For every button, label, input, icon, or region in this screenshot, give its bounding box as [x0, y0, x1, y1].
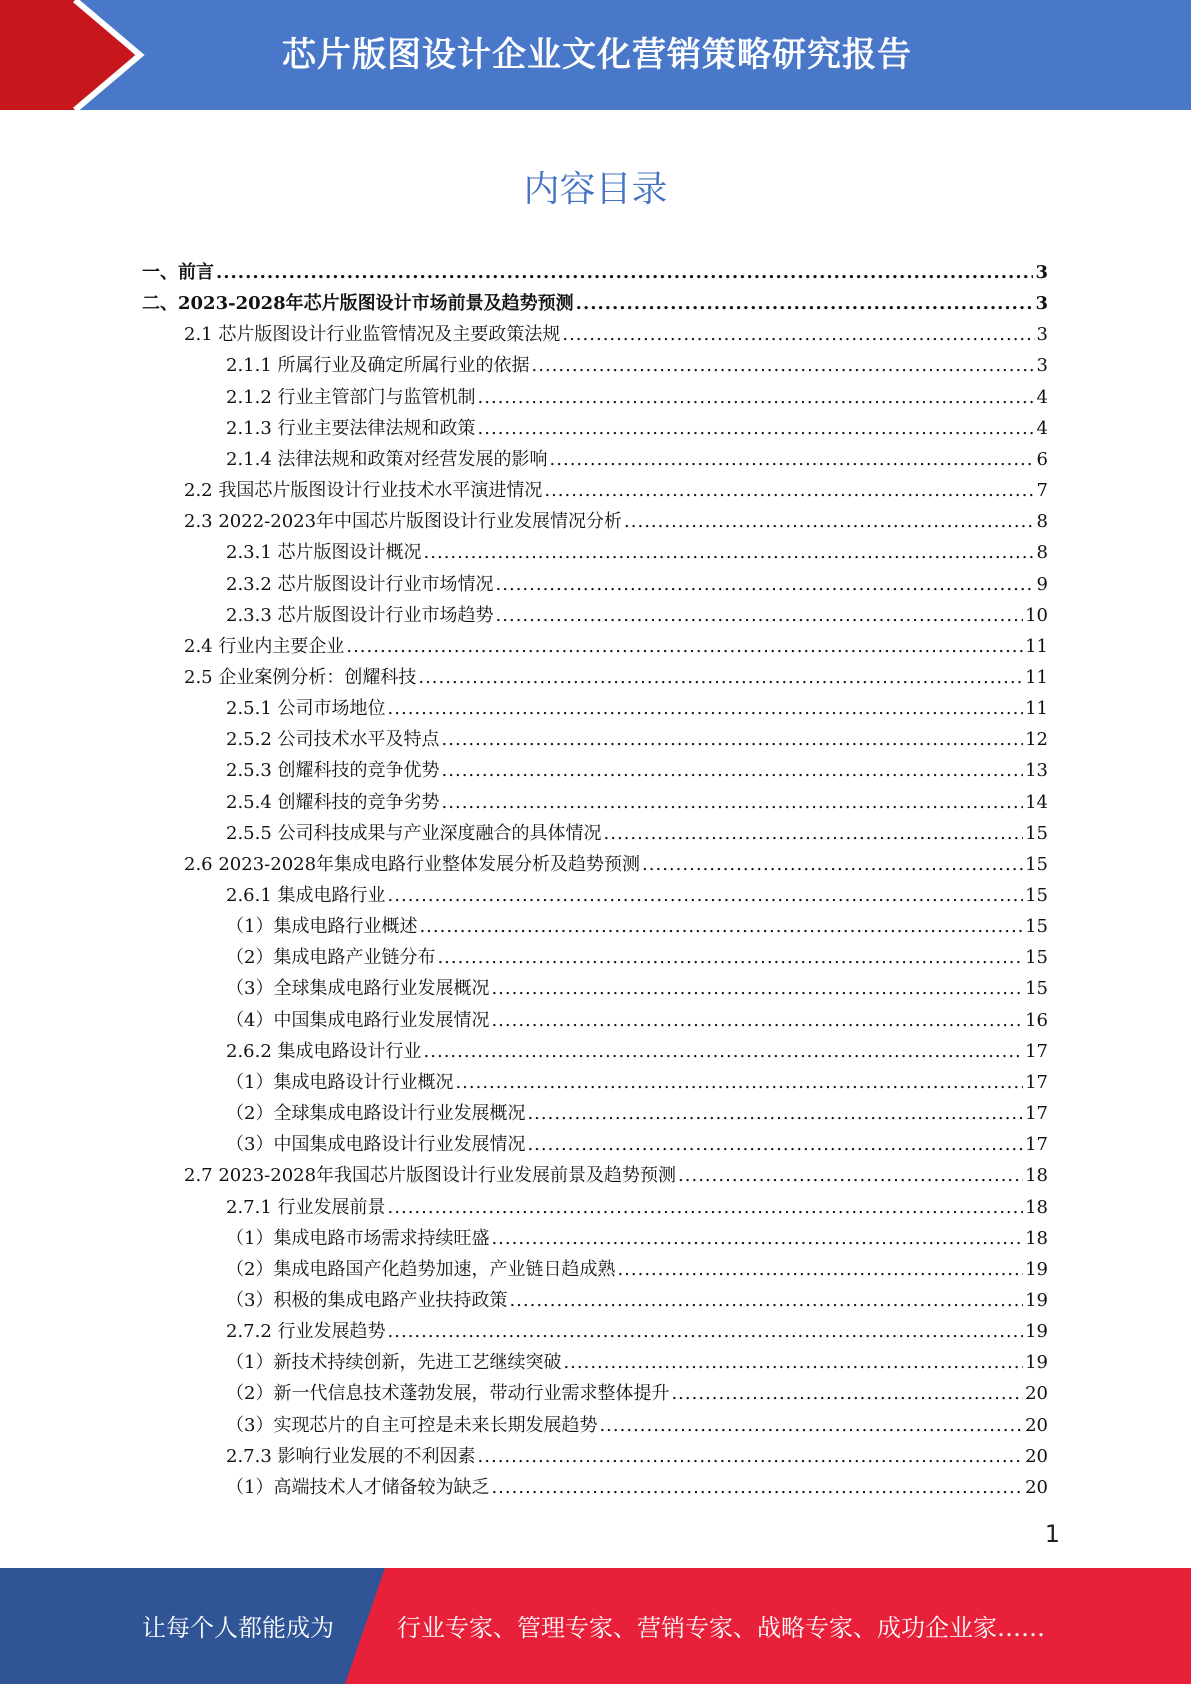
toc-leader-dots [491, 978, 1023, 1000]
toc-entry-text: 2.5.5 公司科技成果与产业深度融合的具体情况 [226, 822, 602, 844]
toc-entry-page: 19 [1025, 1289, 1048, 1311]
toc-leader-dots [424, 542, 1035, 564]
toc-entry-page: 3 [1036, 355, 1048, 377]
toc-leader-dots [527, 1103, 1023, 1125]
toc-entry[interactable] [226, 1312, 1048, 1343]
toc-entry[interactable] [226, 1374, 1048, 1405]
toc-entry-page: 11 [1025, 698, 1048, 720]
toc-leader-dots [562, 324, 1034, 346]
toc-leader-dots [442, 760, 1024, 782]
toc-entry[interactable] [226, 440, 1048, 471]
toc-entry-page: 15 [1025, 916, 1048, 938]
toc-leader-dots [455, 1072, 1023, 1094]
toc-leader-dots [388, 1321, 1024, 1343]
toc-entry[interactable] [226, 720, 1048, 751]
toc-entry-text: 一、前言 [142, 262, 214, 283]
toc-entry[interactable] [226, 1406, 1048, 1437]
toc-entry[interactable] [226, 969, 1048, 1000]
toc-entry[interactable] [184, 315, 1048, 346]
toc-entry-page: 15 [1025, 978, 1048, 1000]
toc-entry-page: 20 [1025, 1383, 1048, 1405]
toc-entry[interactable] [226, 1188, 1048, 1219]
toc-entry-text: 2.3.2 芯片版图设计行业市场情况 [226, 573, 494, 595]
toc-entry-page: 15 [1025, 947, 1048, 969]
toc-entry-text: 2.1.3 行业主要法律法规和政策 [226, 417, 476, 439]
toc-entry[interactable] [226, 907, 1048, 938]
footer-banner [0, 1568, 1191, 1684]
toc-leader-dots [388, 1197, 1024, 1219]
toc-entry[interactable] [184, 627, 1048, 658]
toc-entry-page: 15 [1025, 853, 1048, 875]
toc-entry-text: 二、2023-2028年芯片版图设计市场前景及趋势预测 [142, 293, 574, 315]
toc-entry-text: 2.1.2 行业主管部门与监管机制 [226, 386, 476, 408]
toc-entry-text: 2.3.1 芯片版图设计概况 [226, 542, 422, 564]
toc-entry-text: 2.7 2023-2028年我国芯片版图设计行业发展前景及趋势预测 [184, 1165, 677, 1187]
toc-entry[interactable] [226, 689, 1048, 720]
toc-entry-text: 2.6.2 集成电路设计行业 [226, 1040, 422, 1062]
red-chevron-logo [0, 0, 160, 110]
toc-entry-page: 20 [1025, 1445, 1048, 1467]
toc-entry[interactable] [226, 1250, 1048, 1281]
toc-entry[interactable] [226, 1125, 1048, 1156]
toc-leader-dots [550, 449, 1035, 471]
toc-leader-dots [491, 1010, 1023, 1032]
toc-entry-text: 2.1.1 所属行业及确定所属行业的依据 [226, 355, 530, 377]
toc-entry-page: 19 [1025, 1258, 1048, 1280]
toc-leader-dots [346, 636, 1023, 658]
toc-entry-text: 2.7.2 行业发展趋势 [226, 1321, 386, 1343]
toc-entry[interactable] [226, 1281, 1048, 1312]
toc-entry[interactable] [226, 409, 1048, 440]
toc-entry-page: 6 [1036, 448, 1048, 470]
toc-title: 内容目录 [523, 169, 668, 210]
report-title: 芯片版图设计企业文化营销策略研究报告 [282, 35, 912, 75]
toc-entry-text: （1）高端技术人才储备较为缺乏 [226, 1476, 490, 1498]
toc-entry[interactable] [184, 845, 1048, 876]
toc-entry[interactable] [184, 1156, 1048, 1187]
toc-entry-text: （3）实现芯片的自主可控是未来长期发展趋势 [226, 1414, 598, 1436]
page-number: 1 [1044, 1520, 1060, 1548]
toc-entry[interactable] [226, 1032, 1048, 1063]
toc-entry-page: 17 [1025, 1103, 1048, 1125]
toc-leader-dots [478, 418, 1035, 440]
toc-entry[interactable] [226, 938, 1048, 969]
toc-leader-dots [478, 1446, 1024, 1468]
toc-entry-page: 20 [1025, 1414, 1048, 1436]
toc-entry-text: （3）中国集成电路设计行业发展情况 [226, 1134, 526, 1156]
toc-entry-text: （1）新技术持续创新，先进工艺继续突破 [226, 1352, 562, 1374]
toc-entry-page: 3 [1035, 262, 1048, 283]
toc-entry-text: （1）集成电路市场需求持续旺盛 [226, 1227, 490, 1249]
toc-entry-text: （2）集成电路国产化趋势加速，产业链日趋成熟 [226, 1258, 616, 1280]
toc-entry-page: 14 [1025, 791, 1048, 813]
toc-entry-text: 2.1 芯片版图设计行业监管情况及主要政策法规 [184, 324, 561, 346]
toc-leader-dots [532, 355, 1035, 377]
toc-entry[interactable] [226, 1343, 1048, 1374]
toc-entry-text: 2.5 企业案例分析：创耀科技 [184, 666, 417, 688]
toc-entry-page: 7 [1036, 480, 1048, 502]
toc-entry-page: 4 [1036, 417, 1048, 439]
toc-entry-page: 16 [1025, 1009, 1048, 1031]
toc-entry-text: （1）集成电路设计行业概况 [226, 1071, 454, 1093]
toc-leader-dots [509, 1290, 1023, 1312]
toc-entry-page: 15 [1025, 885, 1048, 906]
toc-entry-page: 17 [1025, 1071, 1048, 1093]
toc-entry-text: 2.5.3 创耀科技的竞争优势 [226, 760, 440, 782]
toc-entry-page: 20 [1025, 1476, 1048, 1498]
toc-entry[interactable] [142, 253, 1048, 284]
toc-leader-dots [599, 1415, 1023, 1437]
toc-leader-dots [527, 1134, 1023, 1156]
toc-entry-page: 3 [1035, 293, 1048, 315]
toc-leader-dots [388, 698, 1024, 720]
toc-entry-text: 2.6 2023-2028年集成电路行业整体发展分析及趋势预测 [184, 853, 641, 875]
toc-entry[interactable] [226, 1219, 1048, 1250]
toc-entry-text: 2.7.1 行业发展前景 [226, 1196, 386, 1218]
toc-entry[interactable] [226, 1437, 1048, 1468]
toc-entry[interactable] [226, 876, 1048, 907]
toc-leader-dots [442, 792, 1024, 814]
toc-leader-dots [419, 916, 1023, 938]
toc-leader-dots [216, 262, 1033, 284]
toc-entry-text: （2）新一代信息技术蓬勃发展，带动行业需求整体提升 [226, 1383, 670, 1405]
toc-entry-text: 2.2 我国芯片版图设计行业技术水平演进情况 [184, 480, 543, 502]
toc-entry-page: 17 [1025, 1134, 1048, 1156]
toc-entry-page: 4 [1036, 386, 1048, 408]
toc-entry-text: （3）积极的集成电路产业扶持政策 [226, 1289, 508, 1311]
toc-entry-text: 2.5.4 创耀科技的竞争劣势 [226, 791, 440, 813]
toc-entry-page: 17 [1025, 1040, 1048, 1062]
toc-leader-dots [437, 947, 1023, 969]
toc-leader-dots [388, 885, 1024, 907]
toc-entry[interactable] [142, 284, 1048, 315]
toc-leader-dots [563, 1352, 1023, 1374]
toc-entry-text: 2.4 行业内主要企业 [184, 635, 345, 657]
toc-entry-page: 15 [1025, 822, 1048, 844]
toc-entry-text: （2）集成电路产业链分布 [226, 947, 436, 969]
header-banner [0, 0, 1191, 110]
toc-entry-text: （2）全球集成电路设计行业发展概况 [226, 1103, 526, 1125]
toc-entry[interactable] [184, 502, 1048, 533]
toc-leader-dots [496, 574, 1035, 596]
toc-entry-page: 18 [1025, 1196, 1048, 1218]
toc-leader-dots [442, 729, 1024, 751]
toc-entry[interactable] [226, 596, 1048, 627]
toc-entry[interactable] [226, 533, 1048, 564]
toc-entry-page: 8 [1036, 542, 1048, 564]
toc-entry-text: （1）集成电路行业概述 [226, 916, 418, 938]
footer-slogan-left: 让每个人都能成为 [142, 1614, 334, 1642]
toc-leader-dots [642, 854, 1023, 876]
toc-leader-dots [496, 605, 1024, 627]
toc-leader-dots [418, 667, 1023, 689]
footer-slogan-right: 行业专家、管理专家、营销专家、战略专家、成功企业家…… [397, 1614, 1045, 1642]
toc-entry-text: 2.3 2022-2023年中国芯片版图设计行业发展情况分析 [184, 511, 623, 533]
toc-entry[interactable] [184, 471, 1048, 502]
toc-entry[interactable] [226, 1063, 1048, 1094]
toc-leader-dots [424, 1041, 1024, 1063]
toc-entry-text: 2.3.3 芯片版图设计行业市场趋势 [226, 604, 494, 626]
toc-entry-text: 2.1.4 法律法规和政策对经营发展的影响 [226, 448, 548, 470]
toc-leader-dots [544, 480, 1034, 502]
toc-leader-dots [617, 1259, 1023, 1281]
toc-leader-dots [478, 387, 1035, 409]
toc-entry-text: （3）全球集成电路行业发展概况 [226, 978, 490, 1000]
toc-entry[interactable] [226, 1001, 1048, 1032]
toc-leader-dots [491, 1477, 1023, 1499]
toc-leader-dots [624, 511, 1035, 533]
toc-entry[interactable] [226, 565, 1048, 596]
toc-entry-text: 2.7.3 影响行业发展的不利因素 [226, 1445, 476, 1467]
toc-entry-page: 18 [1025, 1227, 1048, 1249]
toc-entry-text: 2.6.1 集成电路行业 [226, 885, 386, 906]
toc-entry-page: 11 [1025, 635, 1048, 657]
toc-entry-text: 2.5.1 公司市场地位 [226, 698, 386, 720]
toc-entry[interactable] [226, 346, 1048, 377]
toc-entry-page: 11 [1025, 666, 1048, 688]
toc-entry-page: 19 [1025, 1321, 1048, 1343]
toc-entry-page: 13 [1025, 760, 1048, 782]
toc-entry-page: 8 [1036, 511, 1048, 533]
toc-leader-dots [604, 823, 1024, 845]
toc-entry[interactable] [226, 783, 1048, 814]
toc-leader-dots [576, 293, 1034, 315]
toc-entry-page: 19 [1025, 1352, 1048, 1374]
toc-entry[interactable] [226, 751, 1048, 782]
toc-entry-page: 10 [1025, 604, 1048, 626]
toc-entry-text: （4）中国集成电路行业发展情况 [226, 1009, 490, 1031]
toc-entry[interactable] [226, 814, 1048, 845]
toc-entry-page: 12 [1025, 729, 1048, 751]
toc-entry[interactable] [226, 1094, 1048, 1125]
toc-leader-dots [671, 1383, 1023, 1405]
toc-entry-page: 18 [1025, 1165, 1048, 1187]
toc-entry[interactable] [226, 378, 1048, 409]
toc-leader-dots [678, 1165, 1023, 1187]
toc-leader-dots [491, 1228, 1023, 1250]
toc-entry[interactable] [184, 658, 1048, 689]
toc-entry-text: 2.5.2 公司技术水平及特点 [226, 729, 440, 751]
toc-entry-page: 9 [1036, 573, 1048, 595]
toc-entry-page: 3 [1036, 324, 1048, 346]
toc-entry[interactable] [226, 1468, 1048, 1499]
